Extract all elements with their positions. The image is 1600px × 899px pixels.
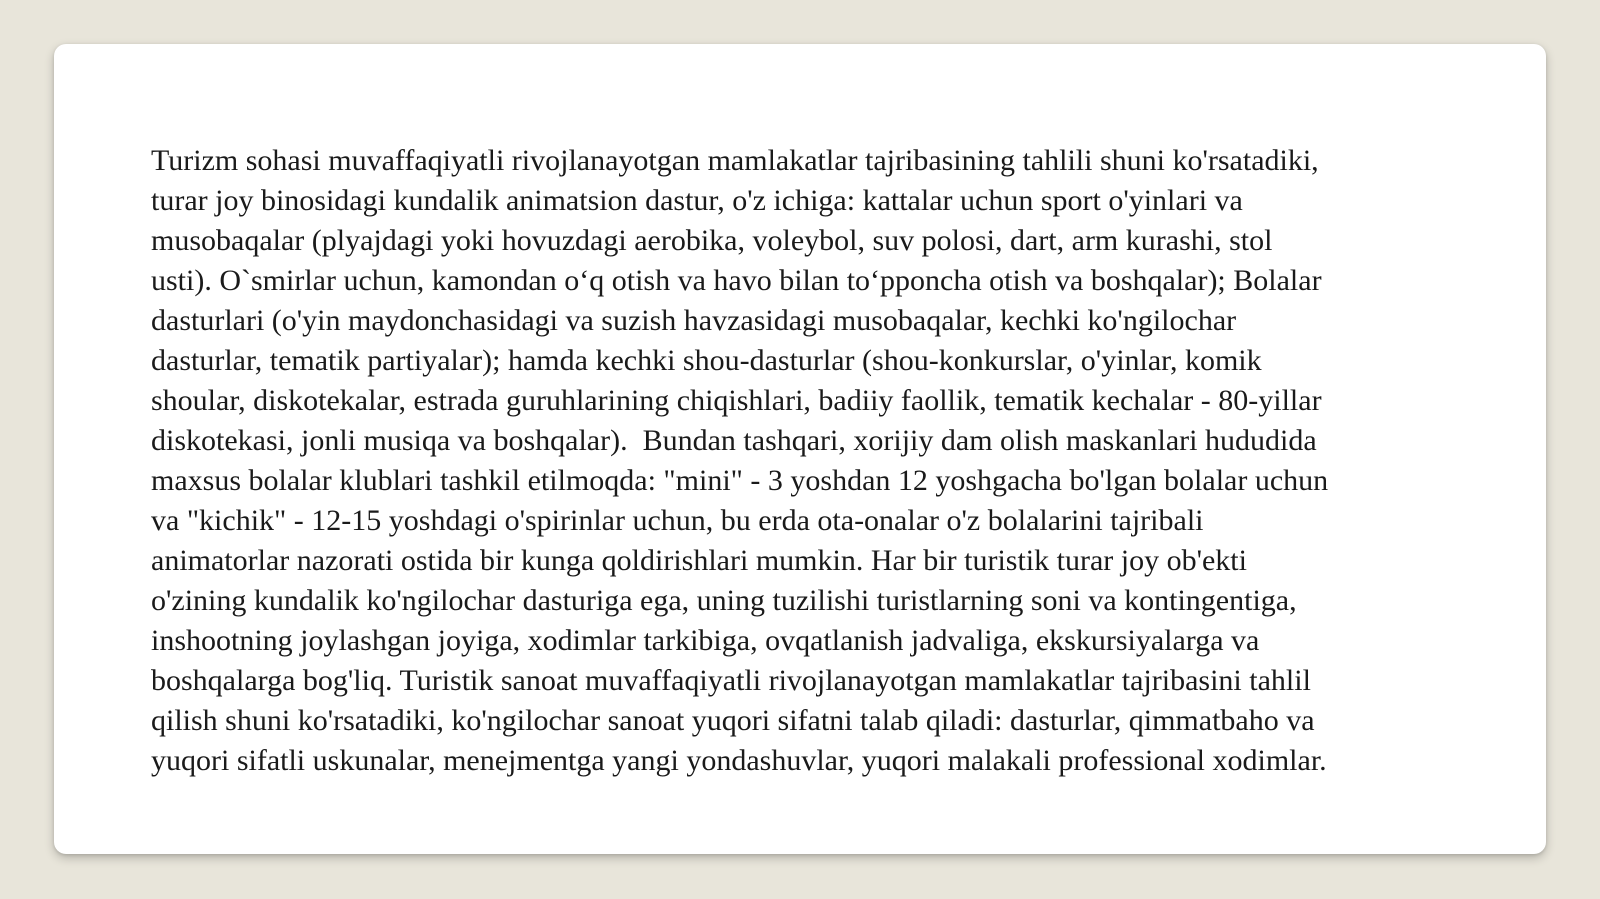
paragraph-line: maxsus bolalar klublari tashkil etilmoqda: "mini" - 3 yoshdan 12 yoshgacha bo'lgan bolalar uchun — [151, 464, 1329, 497]
paragraph-line: shoular, diskotekalar, estrada guruhlarining chiqishlari, badiiy faollik, tematik kechalar - 80-yillar — [151, 384, 1322, 417]
paragraph-line: musobaqalar (plyajdagi yoki hovuzdagi aerobika, voleybol, suv polosi, dart, arm kurashi, stol — [151, 224, 1273, 257]
paragraph-line: va "kichik" - 12-15 yoshdagi o'spirinlar uchun, bu erda ota-onalar o'z bolalarini tajribali — [151, 504, 1204, 537]
paragraph-line: dasturlar, tematik partiyalar); hamda kechki shou-dasturlar (shou-konkurslar, o'yinlar, komik — [151, 344, 1262, 377]
paragraph-line: diskotekasi, jonli musiqa va boshqalar). Bundan tashqari, xorijiy dam olish maskanlari hududida — [151, 424, 1317, 457]
paragraph-line: o'zining kundalik ko'ngilochar dasturiga ega, uning tuzilishi turistlarning soni va kontingentiga, — [151, 584, 1297, 617]
paragraph-line: yuqori sifatli uskunalar, menejmentga yangi yondashuvlar, yuqori malakali professional xodimlar. — [151, 744, 1327, 777]
paragraph-line: Turizm sohasi muvaffaqiyatli rivojlanayotgan mamlakatlar tajribasining tahlili shuni ko'rsatadiki, — [151, 144, 1319, 177]
paragraph-line: qilish shuni ko'rsatadiki, ko'ngilochar sanoat yuqori sifatni talab qiladi: dasturlar, qimmatbaho va — [151, 704, 1315, 737]
body-paragraph — [151, 141, 1471, 781]
paragraph-line: dasturlari (o'yin maydonchasidagi va suzish havzasidagi musobaqalar, kechki ko'ngilochar — [151, 304, 1237, 337]
paragraph-line: boshqalarga bog'liq. Turistik sanoat muvaffaqiyatli rivojlanayotgan mamlakatlar tajribasini tahlil — [151, 664, 1311, 697]
paragraph-line: turar joy binosidagi kundalik animatsion dastur, o'z ichiga: kattalar uchun sport o'yinlari va — [151, 184, 1243, 217]
paragraph-line: animatorlar nazorati ostida bir kunga qoldirishlari mumkin. Har bir turistik turar joy ob'ekti — [151, 544, 1247, 577]
paragraph-line: inshootning joylashgan joyiga, xodimlar tarkibiga, ovqatlanish jadvaliga, ekskursiyalarga va — [151, 624, 1260, 657]
paragraph-line: usti). O`smirlar uchun, kamondan o‘q otish va havo bilan to‘pponcha otish va boshqalar); Bolalar — [151, 264, 1322, 297]
